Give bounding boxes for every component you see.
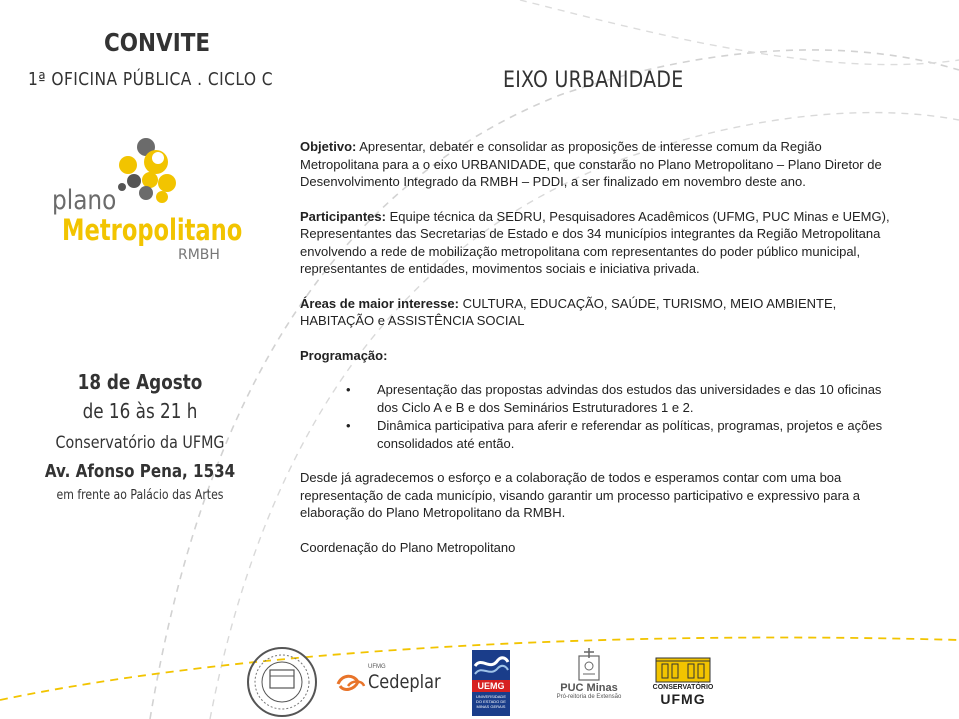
conservatorio-building-icon: [654, 654, 712, 684]
uemg-wave-icon: [472, 652, 510, 678]
cedeplar-small-text: UFMG: [368, 664, 386, 670]
workshop-subtitle: 1ª OFICINA PÚBLICA . CICLO C: [28, 69, 274, 90]
event-venue: Conservatório da UFMG: [55, 433, 225, 453]
event-date: 18 de Agosto: [77, 370, 203, 394]
program-label: Programação:: [300, 347, 388, 363]
plano-metropolitano-logo: [50, 135, 243, 270]
participants-text: Equipe técnica da SEDRU, Pesquisadores Acadêmicos (UFMG, PUC Minas e UEMG), Representantes das Secretarias de Estado e dos 34 municípios integrantes da Região Metropolitana envolvendo a rede de mobilização metropolitana com representantes do poder público municipal, representantes de entidades, movimentos sociais e iniciativa privada.: [300, 208, 890, 276]
uemg-logo: [472, 650, 510, 716]
ufmg-seal-icon: [246, 646, 318, 718]
objective-text: Apresentar, debater e consolidar as proposições de interesse comum da Região Metropolitana para a o eixo URBANIDADE, que constarão no Plano Metropolitano – Plano Diretor de Desenvolvimento Integrado da RMBH – PDDI, a ser finalizado em novembro deste ano.: [300, 139, 882, 189]
invitation-title: CONVITE: [104, 28, 211, 57]
logo-text-metropolitano: Metropolitano: [62, 213, 243, 247]
uemg-text: UEMG: [472, 680, 510, 692]
bullet-icon: •: [346, 382, 351, 397]
program-item-text: Dinâmica participativa para aferir e referendar as políticas, programas, projetos e ações consolidados até então.: [377, 418, 883, 451]
list-item: [300, 417, 900, 452]
event-details: [20, 368, 260, 506]
puc-text: PUC Minas: [560, 682, 618, 694]
event-time: de 16 às 21 h: [82, 399, 198, 423]
uemg-subtext: UNIVERSIDADE DO ESTADO DE MINAS GERAIS: [475, 694, 506, 709]
participants-paragraph: [300, 208, 900, 278]
signature: Coordenação do Plano Metropolitano: [300, 539, 516, 555]
closing-paragraph: Desde já agradecemos o esforço e a colaboração de todos e esperamos contar com uma boa representação de cada município, visando garantir um processo participativo e expressivo para a elaboração do Plano Metropolitano da RMBH.: [300, 470, 861, 520]
areas-text: CULTURA, EDUCAÇÃO, SAÚDE, TURISMO, MEIO AMBIENTE, HABITAÇÃO e ASSISTÊNCIA SOCIAL: [300, 295, 837, 328]
program-heading: [300, 347, 900, 365]
puc-subtext: Pró-reitoria de Extensão: [556, 694, 622, 700]
event-reference: em frente ao Palácio das Artes: [56, 488, 224, 503]
areas-label: Áreas de maior interesse:: [300, 295, 459, 311]
conservatorio-ufmg-text: UFMG: [660, 691, 706, 707]
cedeplar-logo: [336, 664, 446, 704]
logo-text-plano: plano: [52, 185, 117, 216]
conservatorio-ufmg-logo: [652, 654, 714, 714]
partner-logos: [240, 644, 940, 719]
participants-label: Participantes:: [300, 208, 386, 224]
conservatorio-text: CONSERVATÓRIO: [652, 684, 714, 691]
cedeplar-text: Cedeplar: [368, 671, 441, 693]
bullet-icon: •: [346, 418, 351, 433]
objective-label: Objetivo:: [300, 139, 357, 154]
objective-paragraph: [300, 138, 900, 191]
areas-paragraph: [300, 295, 900, 330]
logo-text-rmbh: RMBH: [178, 247, 220, 263]
list-item: [300, 381, 900, 416]
invitation-body: [300, 138, 900, 573]
axis-heading: EIXO URBANIDADE: [503, 68, 684, 93]
program-list: [300, 381, 900, 452]
puc-minas-logo: [554, 648, 624, 714]
event-address: Av. Afonso Pena, 1534: [44, 461, 236, 482]
program-item-text: Apresentação das propostas advindas dos estudos das universidades e das 10 oficinas dos Ciclo A e B e dos Seminários Estruturadores 1 e 2.: [377, 382, 882, 415]
cedeplar-swirl-icon: [336, 672, 366, 696]
puc-crest-icon: [569, 648, 609, 682]
